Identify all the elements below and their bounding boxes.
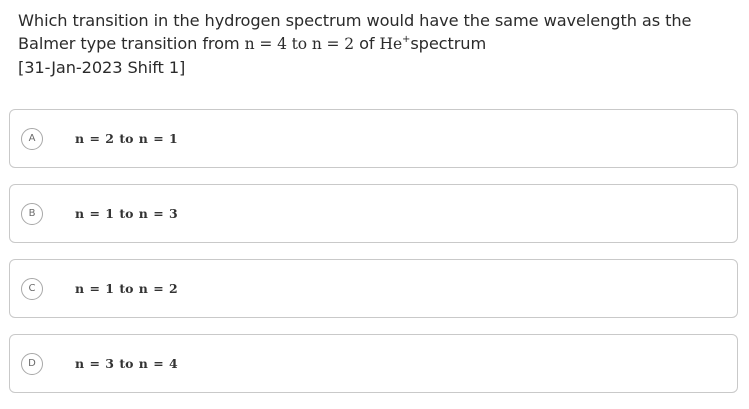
option-b-letter-circle: B <box>21 203 43 225</box>
option-b[interactable] <box>9 184 738 243</box>
question-line-1: Which transition in the hydrogen spectrum would have the same wavelength as the <box>18 11 692 30</box>
question-line-2-mid: of <box>354 34 380 53</box>
question-line-2 <box>18 32 738 56</box>
question-line-2-prefix: Balmer type transition from <box>18 34 245 53</box>
question-line-2-suffix: spectrum <box>410 34 487 53</box>
option-c-letter-circle: C <box>21 278 43 300</box>
species-charge: + <box>402 33 411 45</box>
question-text <box>18 9 738 79</box>
option-a-text: n = 2 to n = 1 <box>75 131 178 146</box>
species-symbol: He <box>379 35 403 53</box>
option-a[interactable] <box>9 109 738 168</box>
exam-tag: [31-Jan-2023 Shift 1] <box>18 58 186 77</box>
option-a-letter-circle: A <box>21 128 43 150</box>
option-d-letter-circle: D <box>21 353 43 375</box>
option-b-text: n = 1 to n = 3 <box>75 206 178 221</box>
option-d[interactable] <box>9 334 738 393</box>
option-c[interactable] <box>9 259 738 318</box>
option-d-text: n = 3 to n = 4 <box>75 356 178 371</box>
option-c-text: n = 1 to n = 2 <box>75 281 178 296</box>
transition-math: n = 4 to n = 2 <box>244 35 355 53</box>
